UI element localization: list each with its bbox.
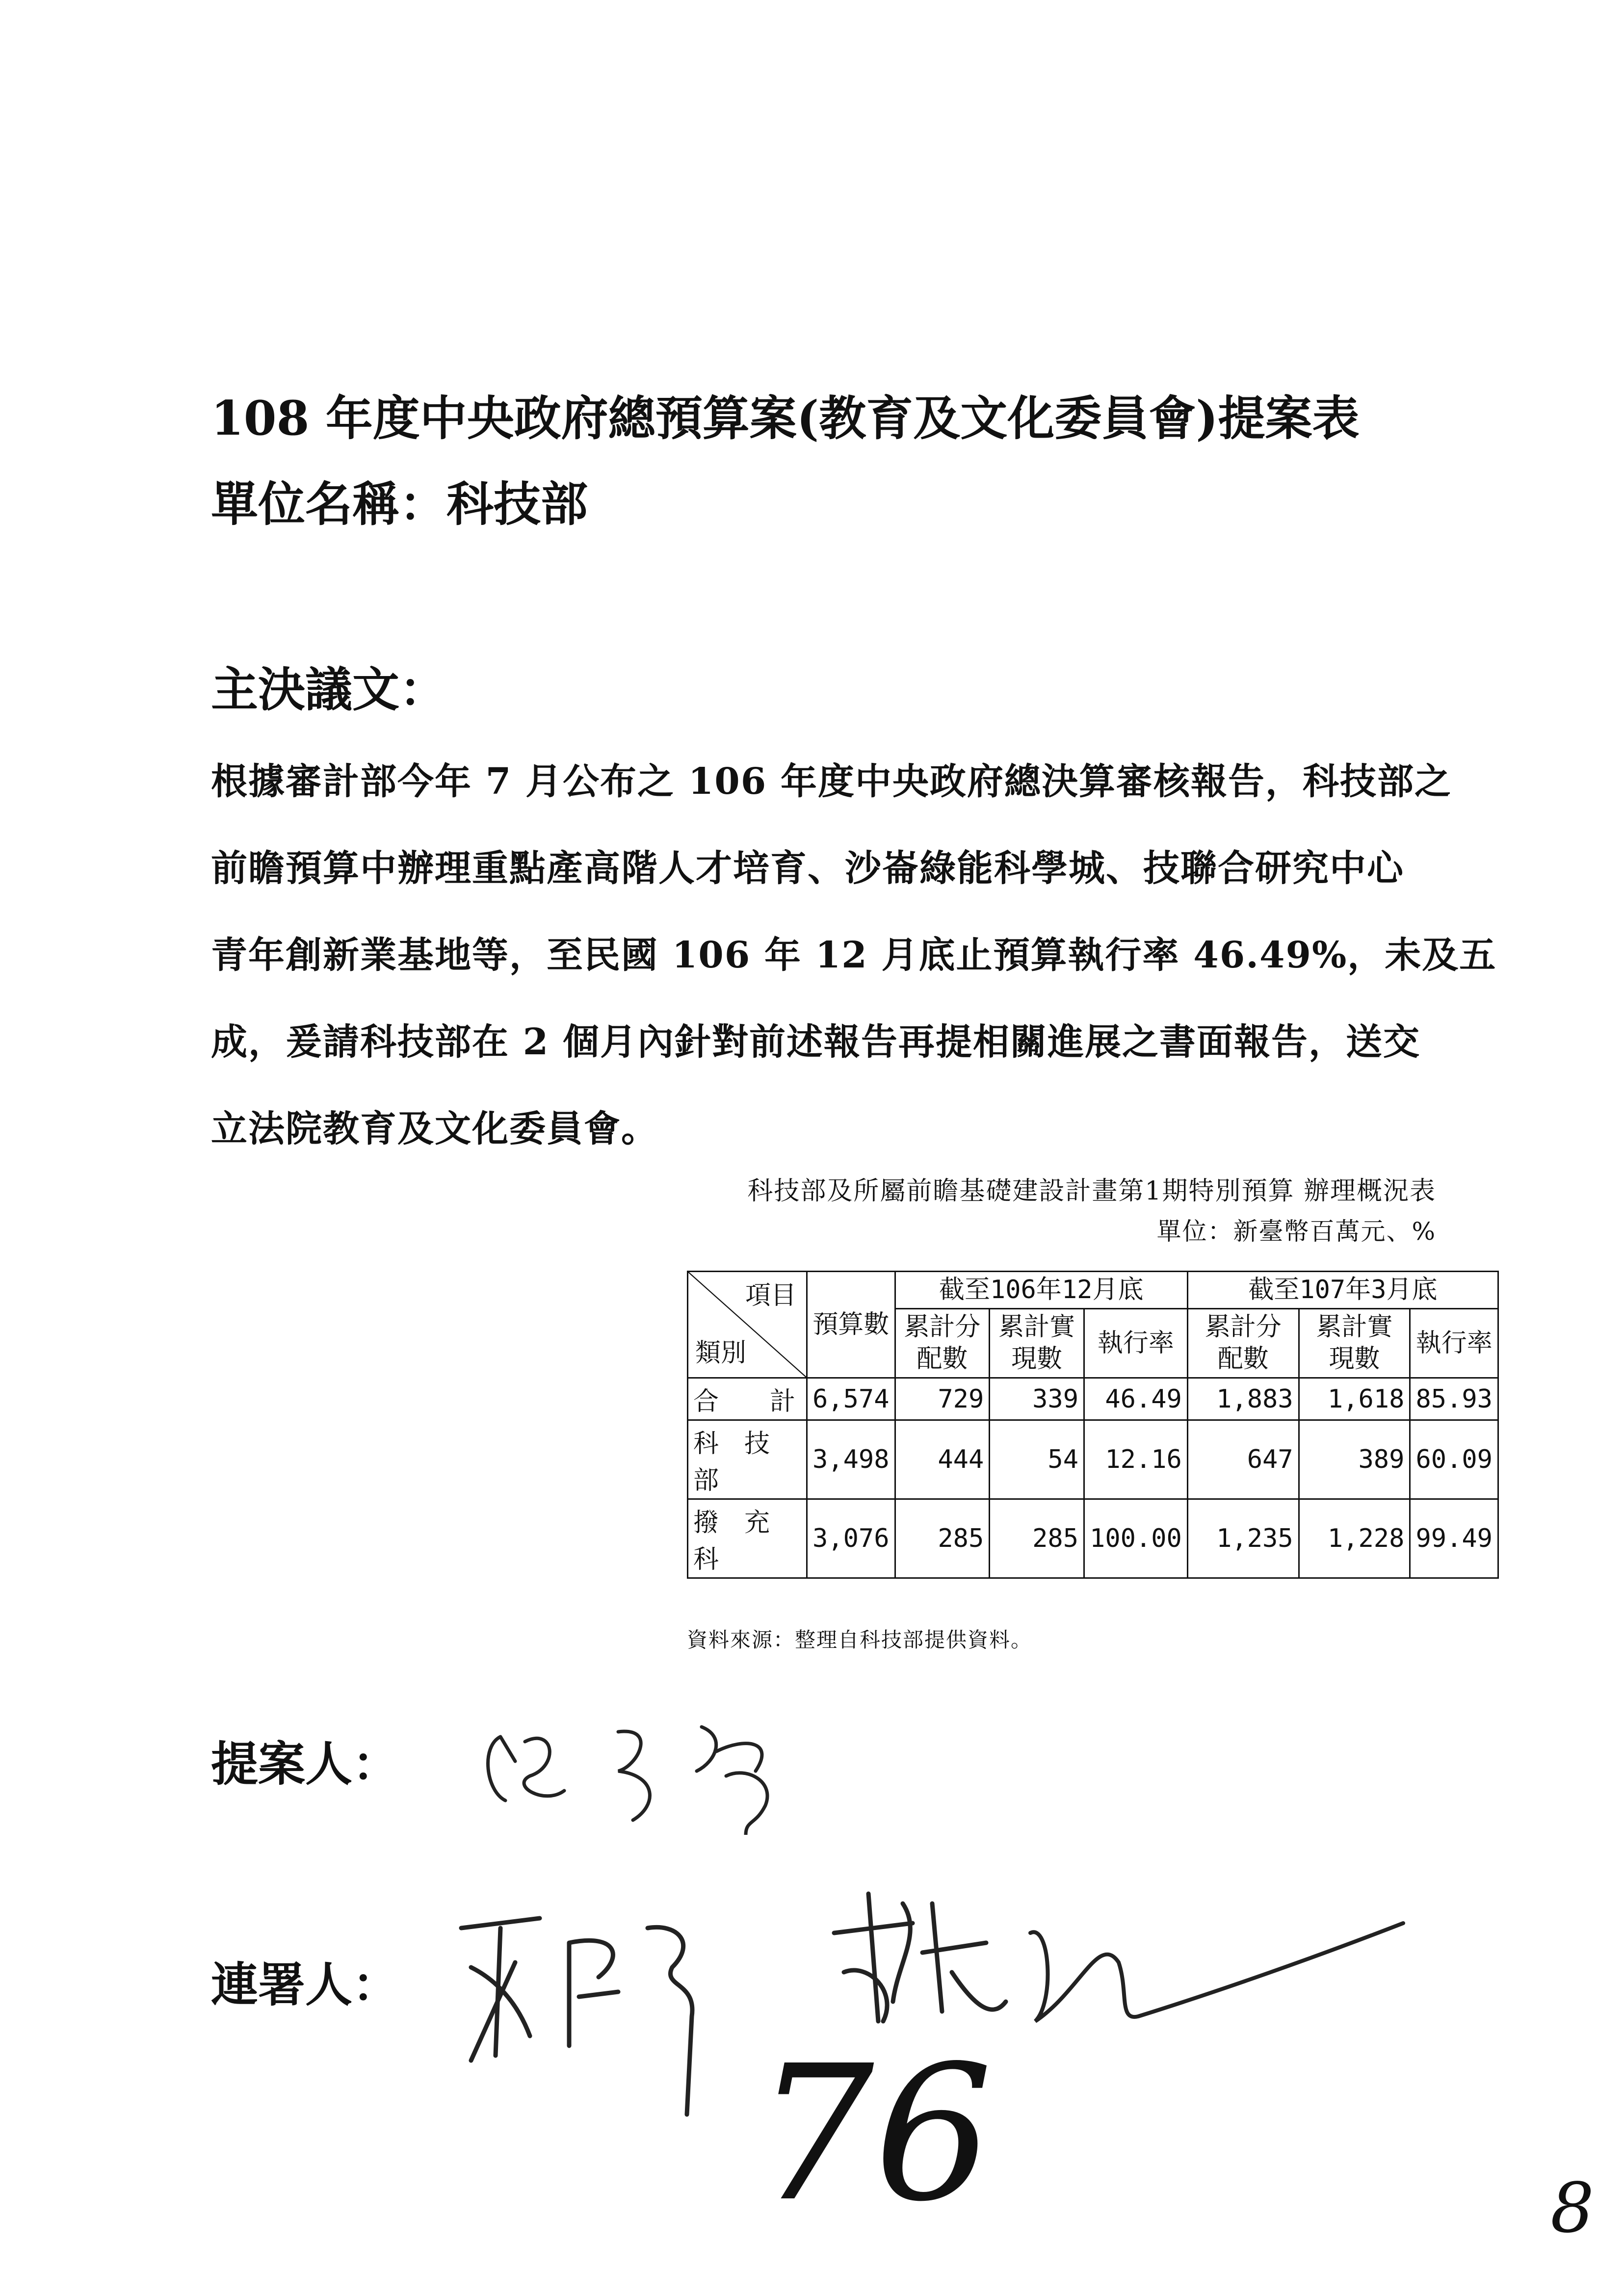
group-header-2: 截至107年3月底	[1187, 1272, 1498, 1309]
resolution-heading: 主決議文：	[211, 662, 446, 717]
unit-label: 單位名稱：	[211, 476, 446, 532]
document-title: 108 年度中央政府總預算案(教育及文化委員會)提案表	[211, 391, 1360, 446]
cell-real2: 1,228	[1299, 1499, 1410, 1578]
table-source-note: 資料來源：整理自科技部提供資料。	[687, 1628, 1033, 1652]
sub-rate-header: 執行率	[1084, 1309, 1188, 1378]
budget-summary-table	[687, 1271, 1499, 1579]
corner-top-label: 項目	[745, 1281, 796, 1310]
cell-rate2: 60.09	[1410, 1420, 1498, 1499]
cell-rate1: 46.49	[1084, 1378, 1188, 1420]
resolution-line: 立法院教育及文化委員會。	[211, 1108, 658, 1150]
sub-rate-header: 執行率	[1410, 1309, 1498, 1378]
sub-alloc-header: 累計分配數	[895, 1309, 990, 1378]
cell-budget: 3,498	[807, 1420, 895, 1499]
handwritten-number: 76	[756, 2025, 993, 2243]
cell-alloc2: 647	[1187, 1420, 1299, 1499]
cell-budget: 6,574	[807, 1378, 895, 1420]
row-category: 科 技 部	[688, 1420, 807, 1499]
budget-header: 預算數	[807, 1272, 895, 1378]
cosigner-signature-1	[442, 1899, 736, 2124]
resolution-line: 成，爰請科技部在 2 個月內針對前述報告再提相關進展之書面報告，送交	[211, 1021, 1421, 1063]
resolution-line: 青年創新業基地等，至民國 106 年 12 月底止預算執行率 46.49%，未及五	[211, 934, 1497, 976]
resolution-line: 前瞻預算中辦理重點產高階人才培育、沙崙綠能科學城、技聯合研究中心	[211, 847, 1404, 889]
corner-bottom-label: 類別	[695, 1338, 747, 1368]
cell-alloc1: 285	[895, 1499, 990, 1578]
table-row	[688, 1420, 1498, 1499]
cell-real2: 1,618	[1299, 1378, 1410, 1420]
cell-real1: 285	[990, 1499, 1084, 1578]
table-title: 科技部及所屬前瞻基礎建設計畫第1期特別預算 辦理概況表	[747, 1176, 1436, 1206]
cell-real2: 389	[1299, 1420, 1410, 1499]
cell-alloc1: 729	[895, 1378, 990, 1420]
table-row	[688, 1378, 1498, 1420]
unit-name: 科技部	[446, 476, 588, 532]
cell-rate1: 100.00	[1084, 1499, 1188, 1578]
cell-rate2: 85.93	[1410, 1378, 1498, 1420]
cell-budget: 3,076	[807, 1499, 895, 1578]
cell-real1: 339	[990, 1378, 1084, 1420]
cell-alloc1: 444	[895, 1420, 990, 1499]
cell-rate2: 99.49	[1410, 1499, 1498, 1578]
unit-line	[211, 478, 1192, 530]
cell-alloc2: 1,883	[1187, 1378, 1299, 1420]
row-category: 合 計	[688, 1378, 807, 1420]
page-number: 8	[1550, 2168, 1595, 2248]
sub-real-header: 累計實現數	[990, 1309, 1084, 1378]
table-header-row	[688, 1272, 1498, 1309]
table-unit: 單位：新臺幣百萬元、%	[1156, 1217, 1436, 1246]
proposer-label: 提案人：	[211, 1736, 399, 1792]
table-row	[688, 1499, 1498, 1578]
resolution-body	[211, 738, 1497, 1173]
cosigner-label: 連署人：	[211, 1957, 399, 2012]
cell-rate1: 12.16	[1084, 1420, 1188, 1499]
cell-alloc2: 1,235	[1187, 1499, 1299, 1578]
corner-header-cell	[688, 1272, 807, 1378]
group-header-1: 截至106年12月底	[895, 1272, 1187, 1309]
resolution-line: 根據審計部今年 7 月公布之 106 年度中央政府總決算審核報告，科技部之	[211, 760, 1452, 803]
sub-real-header: 累計實現數	[1299, 1309, 1410, 1378]
row-category: 撥 充 科	[688, 1499, 807, 1578]
proposer-signature	[471, 1707, 824, 1835]
cell-real1: 54	[990, 1420, 1084, 1499]
sub-alloc-header: 累計分配數	[1187, 1309, 1299, 1378]
